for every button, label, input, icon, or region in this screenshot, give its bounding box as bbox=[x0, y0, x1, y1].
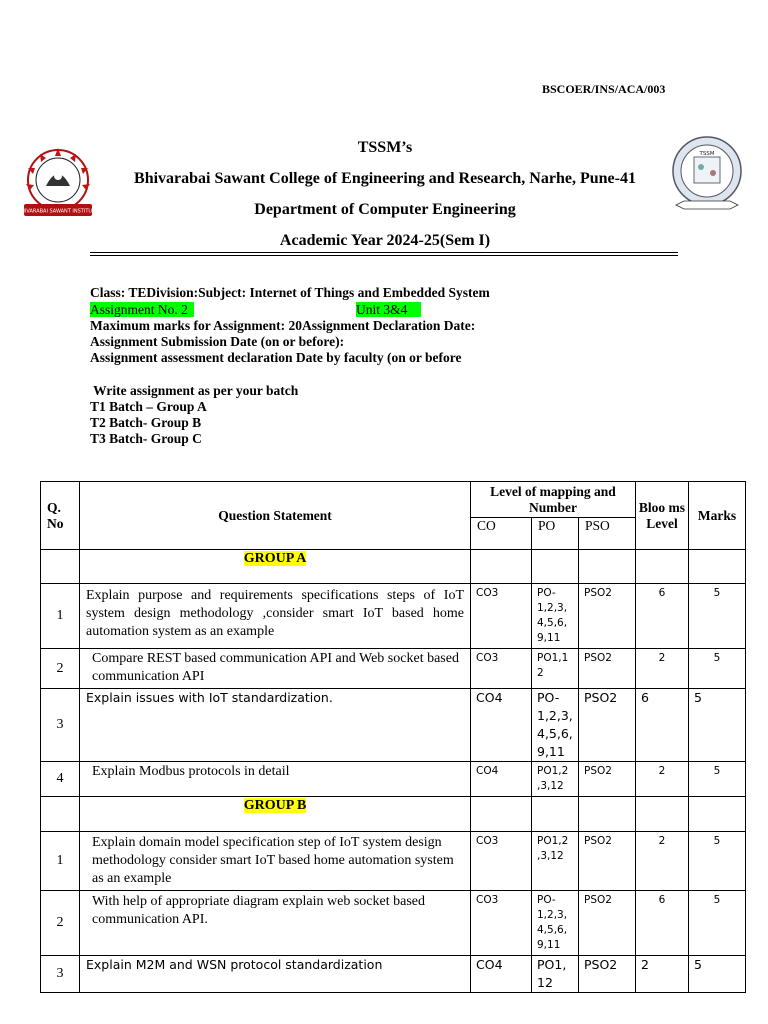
header-po: PO bbox=[532, 518, 579, 550]
header-marks: Marks bbox=[689, 482, 746, 550]
table-row: 1 Explain purpose and requirements specifications steps of IoT system design methodology ,consider smart IoT based home automation system as an example CO3 PO- 1,2,3, 4,5,6, 9,11 PSO2 6 5 bbox=[41, 584, 746, 649]
question-text: Explain issues with IoT standardization. bbox=[80, 689, 471, 762]
group-a-heading: GROUP A bbox=[80, 550, 471, 584]
table-row: 1 Explain domain model specification step of IoT system design methodology consider smart IoT based home automation system as an example CO3 PO1,2 ,3,12 PSO2 2 5 bbox=[41, 832, 746, 891]
header-mapping: Level of mapping and Number bbox=[471, 482, 636, 518]
trust-name: TSSM’s bbox=[357, 139, 413, 156]
header-pso: PSO bbox=[579, 518, 636, 550]
question-text: Compare REST based communication API and Web socket based communication API bbox=[80, 649, 471, 689]
header-blooms-level: Bloo ms Level bbox=[636, 482, 689, 550]
header-qno: Q. No bbox=[41, 482, 80, 550]
assignment-question-table bbox=[40, 481, 746, 993]
header-rule-top bbox=[90, 252, 678, 253]
logo-banner-text: BHIVARABAI SAWANT INSTITUTE bbox=[18, 208, 98, 215]
header-co: CO bbox=[471, 518, 532, 550]
table-row: 2 With help of appropriate diagram explain web socket based communication API. CO3 PO- 1,2,3, 4,5,6, 9,11 PSO2 6 5 bbox=[41, 891, 746, 956]
header-rule-bottom bbox=[90, 255, 678, 256]
batch-t2: T2 Batch- Group B bbox=[90, 415, 202, 430]
batch-t3: T3 Batch- Group C bbox=[90, 431, 202, 446]
document-code: BSCOER/INS/ACA/003 bbox=[542, 82, 666, 96]
max-marks-line: Maximum marks for Assignment: 20Assignment Declaration Date: bbox=[90, 318, 476, 333]
question-text: Explain M2M and WSN protocol standardization bbox=[80, 956, 471, 993]
group-b-heading: GROUP B bbox=[80, 797, 471, 832]
submission-date-line: Assignment Submission Date (on or before): bbox=[90, 334, 345, 349]
question-text: Explain domain model specification step of IoT system design methodology consider smart IoT based home automation system as an example bbox=[80, 832, 471, 891]
batch-instruction: Write assignment as per your batch bbox=[90, 383, 299, 398]
college-emblem-logo bbox=[18, 142, 98, 224]
college-name: Bhivarabai Sawant College of Engineering and Research, Narhe, Pune-41 bbox=[134, 170, 636, 187]
table-row: 4 Explain Modbus protocols in detail CO4 PO1,2 ,3,12 PSO2 2 5 bbox=[41, 762, 746, 797]
assessment-date-line: Assignment assessment declaration Date by faculty (on or before bbox=[90, 350, 462, 365]
question-text: With help of appropriate diagram explain web socket based communication API. bbox=[80, 891, 471, 956]
unit-label: Unit 3&4 bbox=[356, 302, 421, 319]
table-row: 2 Compare REST based communication API and Web socket based communication API CO3 PO1,1 2 PSO2 2 5 bbox=[41, 649, 746, 689]
department-name: Department of Computer Engineering bbox=[254, 201, 516, 218]
seal-text: TSSM bbox=[699, 151, 715, 157]
question-text: Explain purpose and requirements specifications steps of IoT system design methodology ,consider smart IoT based home automation system as an example bbox=[80, 584, 471, 649]
batch-t1: T1 Batch – Group A bbox=[90, 399, 207, 414]
question-text: Explain Modbus protocols in detail bbox=[80, 762, 471, 797]
table-row: 3 Explain issues with IoT standardization. CO4 PO- 1,2,3, 4,5,6, 9,11 PSO2 6 5 bbox=[41, 689, 746, 762]
table-row: 3 Explain M2M and WSN protocol standardization CO4 PO1, 12 PSO2 2 5 bbox=[41, 956, 746, 993]
assignment-number: Assignment No. 2 bbox=[90, 302, 194, 319]
header-question-statement: Question Statement bbox=[80, 482, 471, 550]
academic-year: Academic Year 2024-25(Sem I) bbox=[279, 232, 491, 249]
class-subject-line: Class: TEDivision:Subject: Internet of Things and Embedded System bbox=[90, 285, 490, 300]
